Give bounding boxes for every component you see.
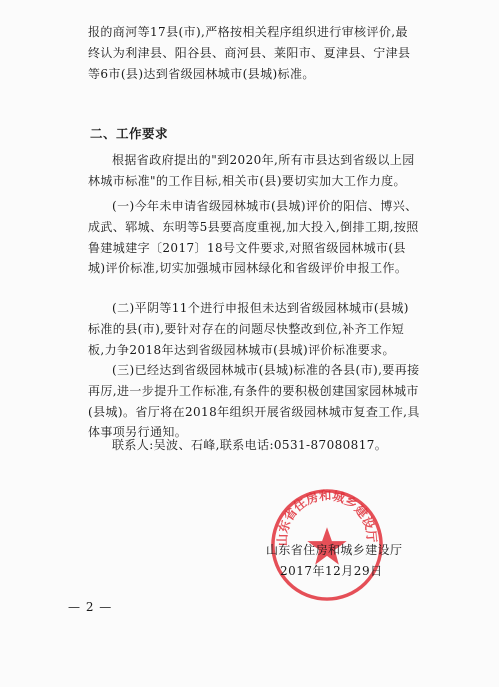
contact-line: 联系人:吴波、石峰,联系电话:0531-87080817。 <box>112 438 388 452</box>
intro-paragraph: 报的商河等17县(市),严格按相关程序组织进行审核评价,最终认为利津县、阳谷县、商河县、莱阳市、夏津县、宁津县等6市(县)达到省级园林城市(县城)标准。 <box>88 25 411 81</box>
issuer-name: 山东省住房和城乡建设厅 <box>266 543 403 557</box>
issue-date: 2017年12月29日 <box>280 564 383 578</box>
paragraph-item-1: (一)今年未申请省级园林城市(县城)评价的阳信、博兴、成武、郓城、东明等5县要高度重视,加大投入,倒排工期,按照鲁建城建字〔2017〕18号文件要求,对照省级园林城市(县城)评价标准,切实加强城市园林绿化和省级评价申报工作。 <box>88 199 419 276</box>
paragraph-item-2: (二)平阴等11个进行申报但未达到省级园林城市(县城)标准的县(市),要针对存在的问题尽快整改到位,补齐工作短板,力争2018年达到省级园林城市(县城)评价标准要求。 <box>88 301 409 357</box>
section-heading: 二、工作要求 <box>90 126 169 141</box>
paragraph-item-3: (三)已经达到省级园林城市(县城)标准的各县(市),要再接再厉,进一步提升工作标准,有条件的要积极创建国家园林城市(县城)。省厅将在2018年组织开展省级园林城市复查工作,具体事项另行通知。 <box>88 363 420 440</box>
paragraph-target: 根据省政府提出的"到2020年,所有市县达到省级以上园林城市标准"的工作目标,相关市(县)要切实加大工作力度。 <box>88 153 415 188</box>
page-number: — 2 — <box>68 600 113 614</box>
seal-text: 山东省住房和城乡建设厅 <box>274 487 380 547</box>
